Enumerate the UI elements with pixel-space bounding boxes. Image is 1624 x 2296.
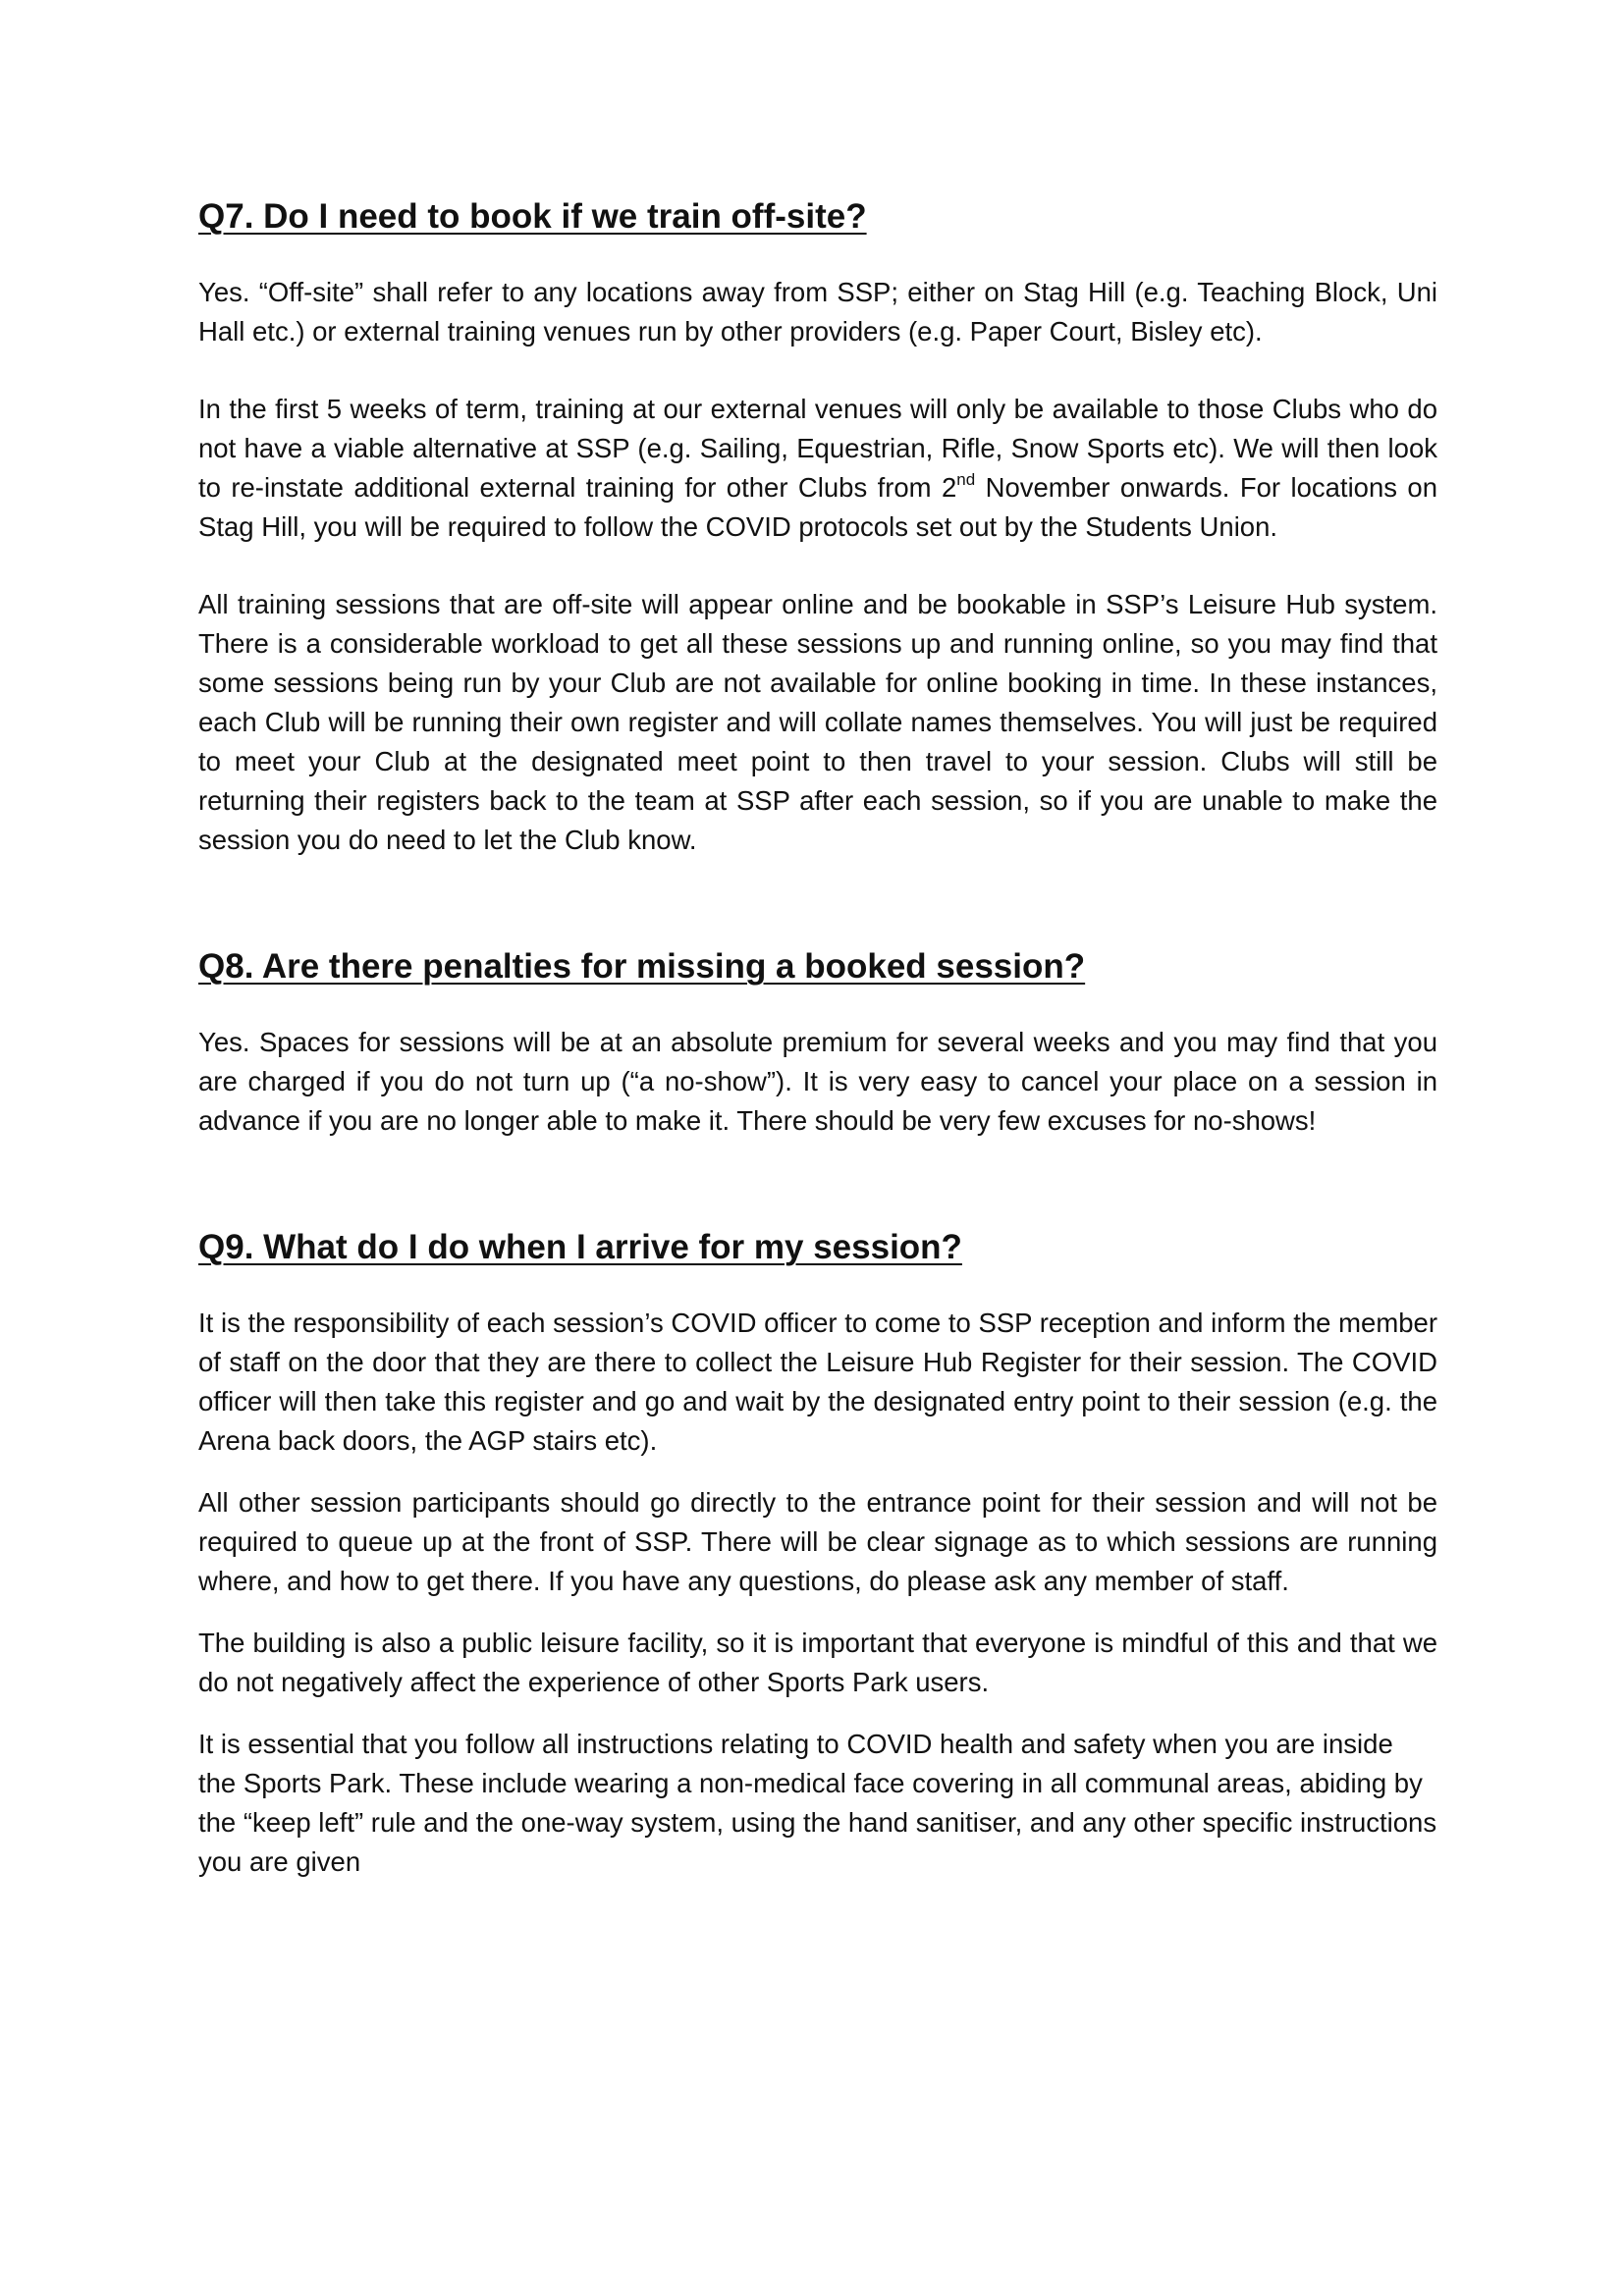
q9-paragraph-4: It is essential that you follow all instructions relating to COVID health and safety when you are inside the Sports Park. These include wearing a non-medical face covering in all communal areas, abiding by the “keep left” rule and the one-way system, using the hand sanitiser, and any other specific instructions you are given <box>198 1729 1437 1877</box>
q9-paragraph-2: All other session participants should go directly to the entrance point for their session and will not be required to queue up at the front of SSP. There will be clear signage as to which sessions are running where, and how to get there. If you have any questions, do please ask any member of staff. <box>198 1487 1437 1596</box>
q7-paragraph-2-text-a: In the first 5 weeks of term, training at our external venues will only be available to those Clubs who do not have a viable alternative at SSP (e.g. Sailing, Equestrian, Rifle, Snow Sports etc). We will then look to re-instate additional external training for other Clubs from 2 <box>198 394 1437 503</box>
q7-paragraph-2 <box>198 390 1437 547</box>
faq-q8 <box>198 946 1437 1141</box>
faq-q7 <box>198 196 1437 860</box>
q7-paragraph-2-text-b: November onwards. For locations on Stag Hill, you will be required to follow the COVID protocols set out by the Students Union. <box>198 472 1437 542</box>
q7-paragraph-3: All training sessions that are off-site will appear online and be bookable in SSP’s Leisure Hub system. There is a considerable workload to get all these sessions up and running online, so you may find that some sessions being run by your Club are not available for online booking in time. In these instances, each Club will be running their own register and will collate names themselves. You will just be required to meet your Club at the designated meet point to then travel to your session. Clubs will still be returning their registers back to the team at SSP after each session, so if you are unable to make the session you do need to let the Club know. <box>198 589 1437 855</box>
q9-heading: Q9. What do I do when I arrive for my session? <box>198 1228 962 1266</box>
q7-paragraph-1: Yes. “Off-site” shall refer to any locations away from SSP; either on Stag Hill (e.g. Teaching Block, Uni Hall etc.) or external training venues run by other providers (e.g. Paper Court, Bisley etc). <box>198 277 1437 347</box>
ordinal-suffix: nd <box>956 469 976 489</box>
q7-heading: Q7. Do I need to book if we train off-site? <box>198 197 867 236</box>
q9-paragraph-3: The building is also a public leisure facility, so it is important that everyone is mindful of this and that we do not negatively affect the experience of other Sports Park users. <box>198 1628 1437 1697</box>
q8-heading: Q8. Are there penalties for missing a booked session? <box>198 947 1086 986</box>
q8-paragraph-1: Yes. Spaces for sessions will be at an absolute premium for several weeks and you may find that you are charged if you do not turn up (“a no-show”). It is very easy to cancel your place on a session in advance if you are no longer able to make it. There should be very few excuses for no-shows! <box>198 1027 1437 1136</box>
document-page <box>198 196 1437 1882</box>
faq-q9 <box>198 1227 1437 1882</box>
q9-paragraph-1: It is the responsibility of each session’s COVID officer to come to SSP reception and inform the member of staff on the door that they are there to collect the Leisure Hub Register for their session. The COVID officer will then take this register and go and wait by the designated entry point to their session (e.g. the Arena back doors, the AGP stairs etc). <box>198 1308 1437 1456</box>
